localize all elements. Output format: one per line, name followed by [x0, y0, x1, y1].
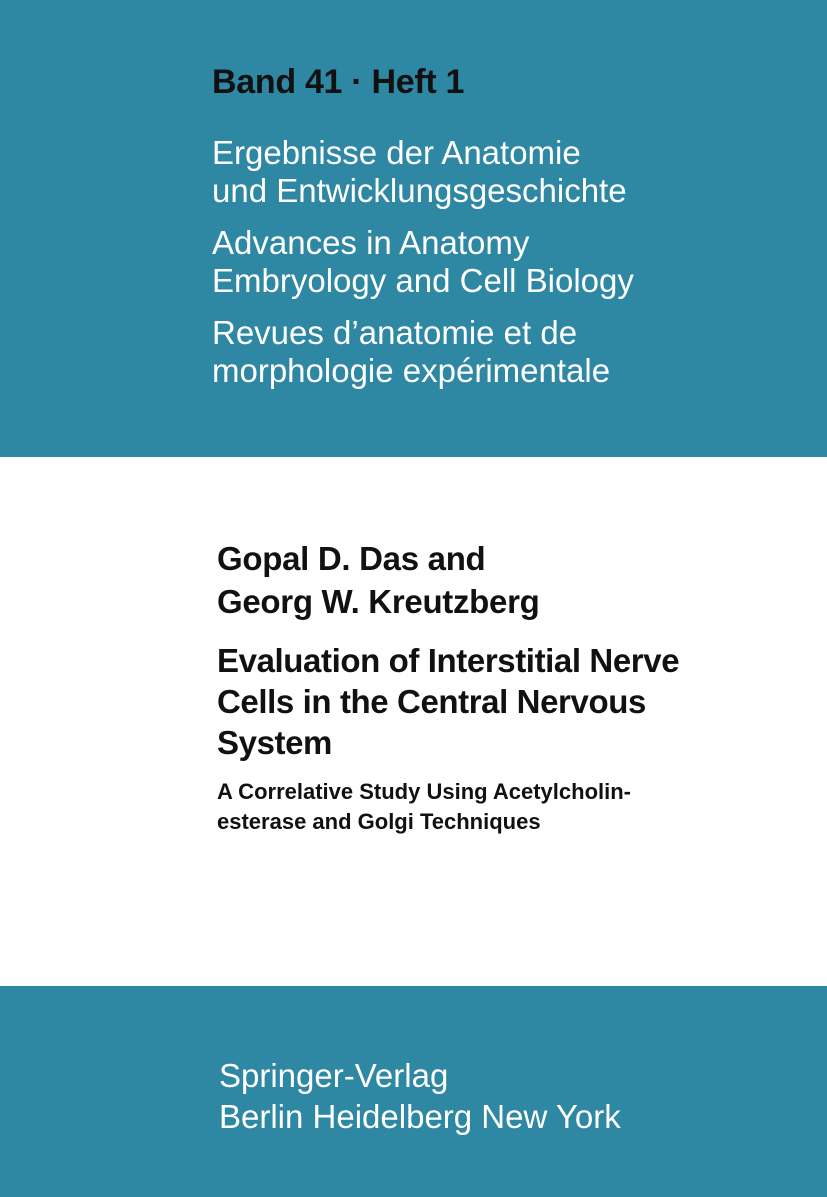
publisher-name: Springer-Verlag [219, 1057, 449, 1094]
series-title-english [212, 224, 812, 300]
series-title-line: morphologie expérimentale [212, 352, 611, 389]
title-line: System [217, 724, 333, 761]
author-line: Georg W. Kreutzberg [217, 583, 540, 620]
series-title-line: Ergebnisse der Anatomie [212, 134, 581, 171]
subtitle-line: esterase and Golgi Techniques [217, 809, 541, 834]
series-volume-number: Band 41 · Heft 1 [212, 63, 465, 101]
authors [217, 537, 817, 623]
subtitle-line: A Correlative Study Using Acetylcholin- [217, 779, 632, 804]
title-line: Evaluation of Interstitial Nerve [217, 642, 680, 679]
series-title-german [212, 134, 812, 210]
series-title-line: Advances in Anatomy [212, 224, 530, 261]
series-title-french [212, 314, 812, 390]
series-title-line: und Entwicklungsgeschichte [212, 172, 627, 209]
publisher-locations: Berlin Heidelberg New York [219, 1098, 621, 1135]
publisher [219, 1055, 819, 1137]
series-title-line: Embryology and Cell Biology [212, 262, 634, 299]
series-titles [212, 134, 812, 390]
book-title [217, 640, 817, 763]
title-line: Cells in the Central Nervous [217, 683, 646, 720]
book-subtitle [217, 777, 817, 837]
series-title-line: Revues d’anatomie et de [212, 314, 578, 351]
author-line: Gopal D. Das and [217, 540, 486, 577]
